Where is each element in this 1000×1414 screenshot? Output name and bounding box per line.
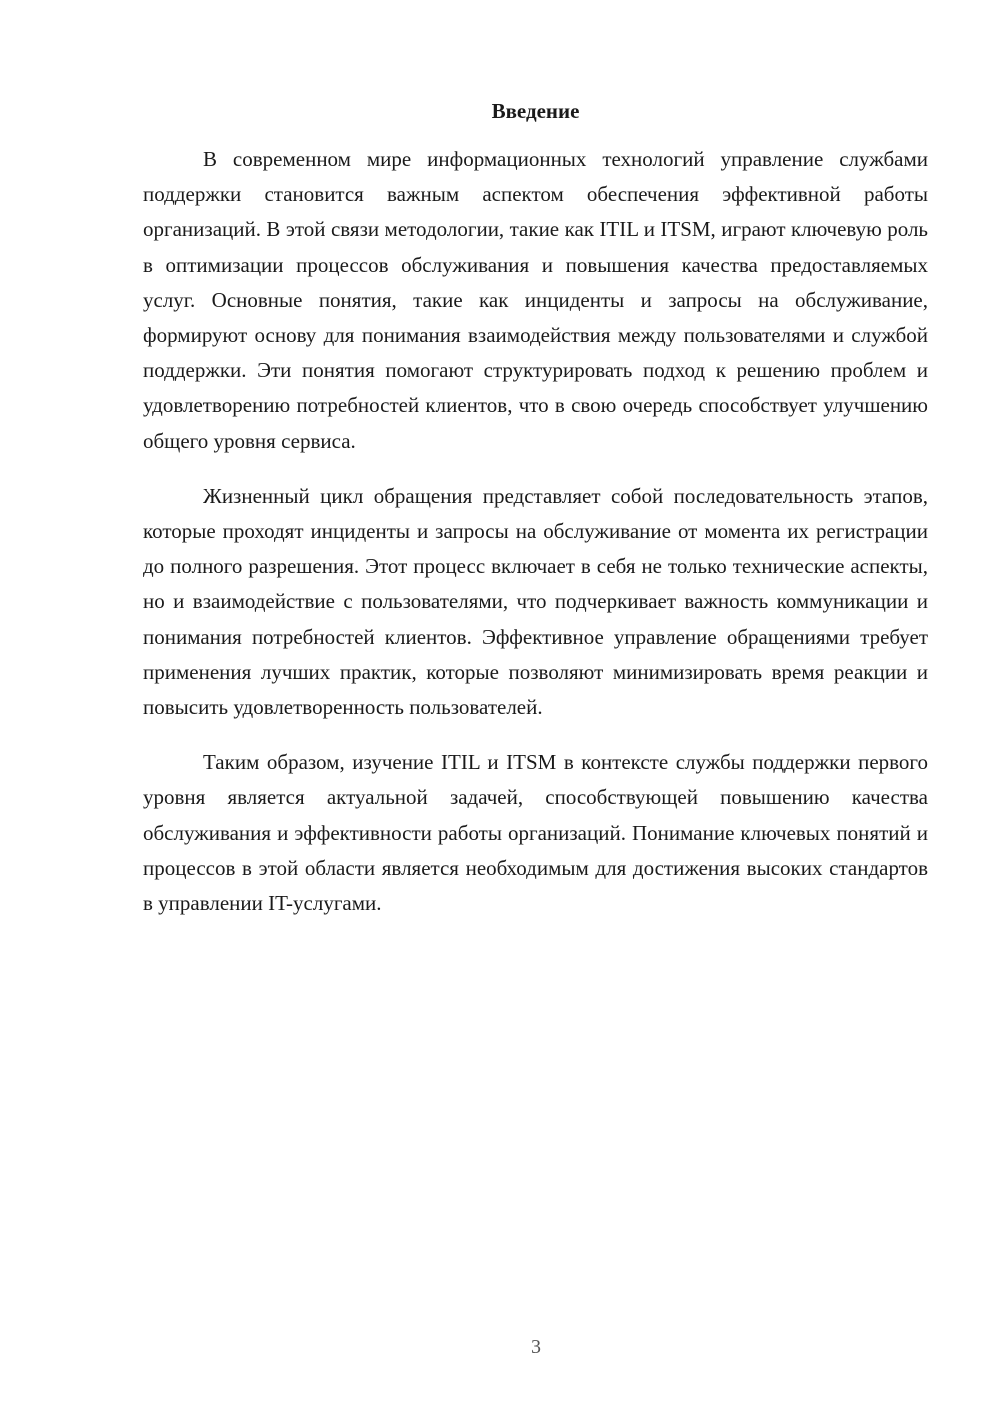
page-number: 3: [531, 1336, 541, 1358]
paragraph-3: Таким образом, изучение ITIL и ITSM в контексте службы поддержки первого уровня является актуальной задачей, способствующей повышению качества обслуживания и эффективности работы организаций. Понимание ключевых понятий и процессов в этой области является необходимым для достижения высоких стандартов в управлении IT-услугами.: [143, 750, 928, 916]
paragraph-2: Жизненный цикл обращения представляет собой последовательность этапов, которые проходят инциденты и запросы на обслуживание от момента их регистрации до полного разрешения. Этот процесс включает в себя не только технические аспекты, но и взаимодействие с пользователями, что подчеркивает важность коммуникации и понимания потребностей клиентов. Эффективное управление обращениями требует применения лучших практик, которые позволяют минимизировать время реакции и повысить удовлетворенность пользователей.: [143, 483, 928, 720]
body-text: [143, 142, 928, 941]
paragraph-1: В современном мире информационных технологий управление службами поддержки становится важным аспектом обеспечения эффективной работы организаций. В этой связи методологии, такие как ITIL и ITSM, играют ключевую роль в оптимизации процессов обслуживания и повышения качества предоставляемых услуг. Основные понятия, такие как инциденты и запросы на обслуживание, формируют основу для понимания взаимодействия между пользователями и службой поддержки. Эти понятия помогают структурировать подход к решению проблем и удовлетворению потребностей клиентов, что в свою очередь способствует улучшению общего уровня сервиса.: [143, 147, 928, 453]
section-heading: Введение: [491, 99, 580, 123]
